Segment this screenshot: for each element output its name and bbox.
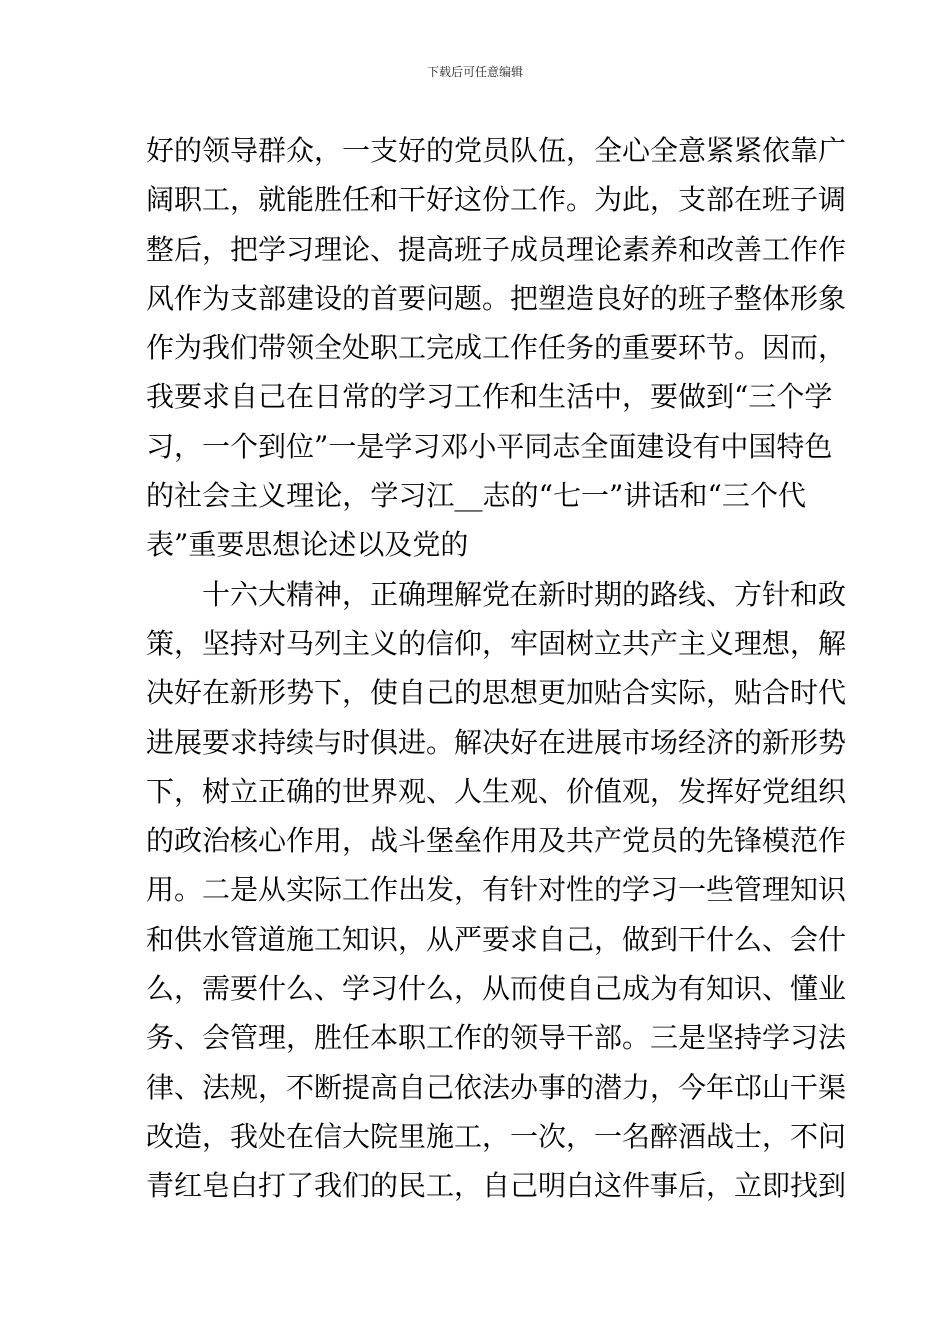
text-line: 律、法规，不断提高自己依法办事的潜力，今年邙山干渠	[146, 1070, 847, 1104]
text-line: 习，一个到位”一是学习邓小平同志全面建设有中国特色	[146, 429, 833, 463]
text-line: 的社会主义理论，学习江__志的“七一”讲话和“三个代	[146, 479, 806, 513]
text-line: 改造，我处在信大院里施工，一次，一名醉酒战士，不问	[146, 1119, 847, 1153]
text-line: 用。二是从实际工作出发，有针对性的学习一些管理知识	[146, 873, 847, 907]
text-line: 表”重要思想论述以及党的	[146, 528, 469, 562]
text-line: 十六大精神，正确理解党在新时期的路线、方针和政	[146, 577, 847, 611]
text-line: 进展要求持续与时俱进。解决好在进展市场经济的新形势	[146, 725, 847, 759]
text-line: 策，坚持对马列主义的信仰，牢固树立共产主义理想，解	[146, 626, 847, 660]
body-text	[146, 126, 847, 1211]
text-line: 我要求自己在日常的学习工作和生活中，要做到“三个学	[146, 380, 833, 414]
text-line: 务、会管理，胜任本职工作的领导干部。三是坚持学习法	[146, 1021, 847, 1055]
text-line: 下，树立正确的世界观、人生观、价值观，发挥好党组织	[146, 774, 847, 808]
text-line: 的政治核心作用，战斗堡垒作用及共产党员的先锋模范作	[146, 824, 847, 858]
text-line: 青红皂白打了我们的民工，自己明白这件事后，立即找到	[146, 1169, 847, 1203]
page-header: 下载后可任意编辑	[426, 65, 523, 79]
text-line: 么，需要什么、学习什么，从而使自己成为有知识、懂业	[146, 972, 847, 1006]
text-line: 作为我们带领全处职工完成工作任务的重要环节。因而，	[146, 331, 847, 365]
text-line: 风作为支部建设的首要问题。把塑造良好的班子整体形象	[146, 281, 847, 315]
text-line: 整后，把学习理论、提高班子成员理论素养和改善工作作	[146, 232, 847, 266]
text-line: 阔职工，就能胜任和干好这份工作。为此，支部在班子调	[146, 183, 847, 217]
text-line: 好的领导群众，一支好的党员队伍，全心全意紧紧依靠广	[146, 134, 847, 167]
text-line: 和供水管道施工知识，从严要求自己，做到干什么、会什	[146, 922, 847, 956]
text-line: 决好在新形势下，使自己的思想更加贴合实际，贴合时代	[146, 676, 847, 710]
